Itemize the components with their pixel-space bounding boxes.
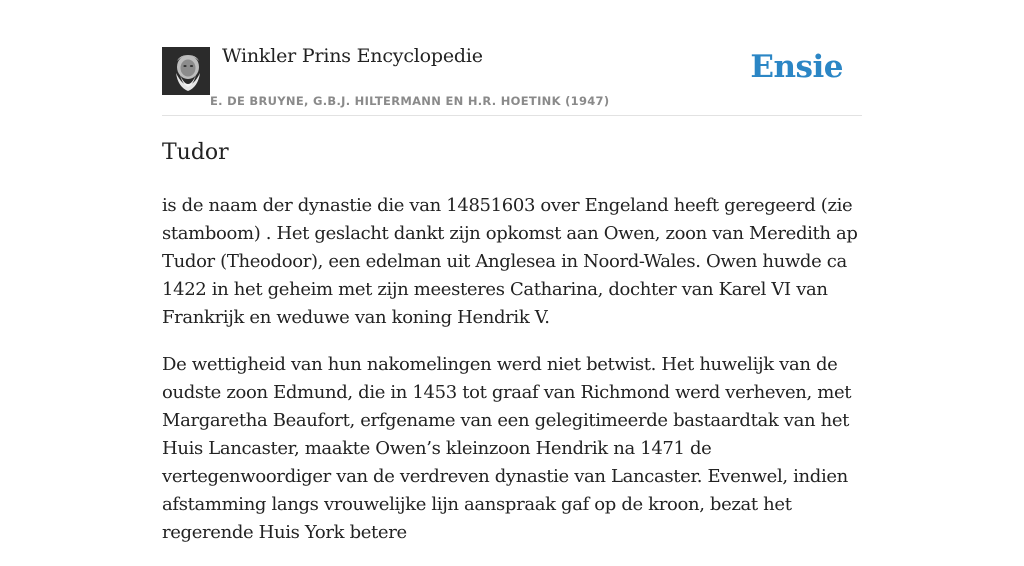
source-title[interactable]: Winkler Prins Encyclopedie [222,45,483,67]
entry-paragraph: De wettigheid van hun nakomelingen werd niet betwist. Het huwelijk van de oudste zoon Edmund, die in 1453 tot graaf van Richmond werd verheven, met Margaretha Beaufort, erfgename van een gelegitimeerde bastaardtak van het Huis Lancaster, maakte Owen’s kleinzoon Hendrik na 1471 de vertegenwoordiger van de verdreven dynastie van Lancaster. Evenwel, indien afstamming langs vrouwelijke lijn aanspraak gaf op de kroon, bezat het regerende Huis York betere [162,354,852,543]
entry-body [162,192,862,566]
avatar[interactable] [162,47,210,95]
author-portrait-icon [162,47,210,95]
content-container [162,0,862,543]
source-authors: E. DE BRUYNE, G.B.J. HILTERMANN EN H.R. HOETINK (1947) [210,94,610,108]
brand-logo[interactable]: Ensie [750,49,843,85]
source-header [162,0,862,116]
entry-paragraph: is de naam der dynastie die van 14851603 over Engeland heeft geregeerd (zie stamboom) . Het geslacht dankt zijn opkomst aan Owen, zoon van Meredith ap Tudor (Theodoor), een edelman uit Anglesea in Noord-Wales. Owen huwde ca 1422 in het geheim met zijn meesteres Catharina, dochter van Karel VI van Frankrijk en weduwe van koning Hendrik V. [162,195,858,328]
entry-title: Tudor [162,140,229,165]
